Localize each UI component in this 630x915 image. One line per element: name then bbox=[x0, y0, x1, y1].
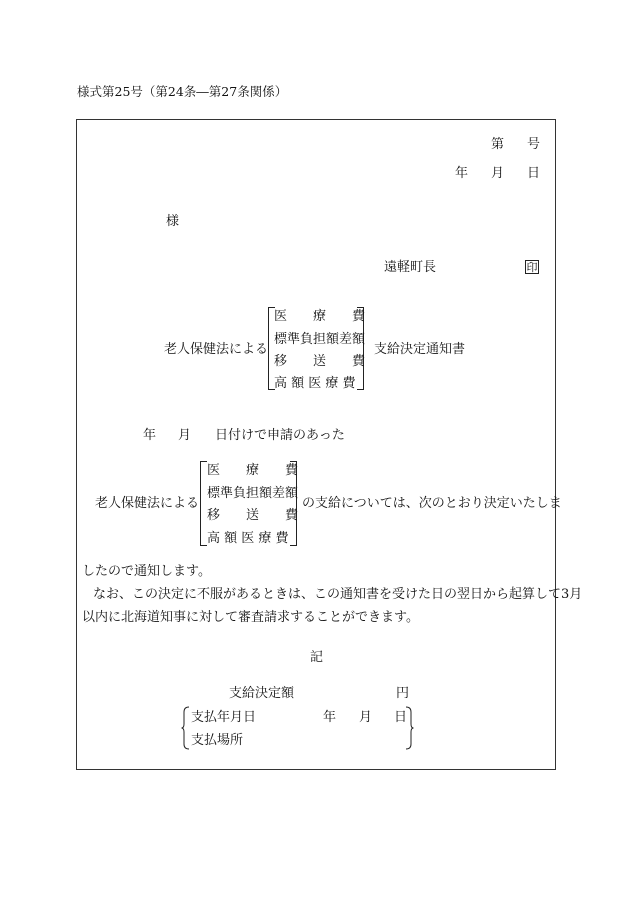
pay-day: 日 bbox=[394, 710, 408, 725]
title-suffix: 支給決定通知書 bbox=[374, 342, 466, 357]
seal-stamp: 印 bbox=[526, 260, 538, 274]
body-date-year: 年 bbox=[143, 428, 157, 443]
title-option-2: 移 送 費 bbox=[274, 354, 366, 369]
body-suffix: の支給については、次のとおり決定いたしま bbox=[302, 496, 562, 511]
body-option-0: 医 療 費 bbox=[207, 463, 299, 478]
number-go: 号 bbox=[527, 137, 541, 152]
body-date-rest: 日付けで申請のあった bbox=[215, 428, 345, 443]
notice-line-2: 以内に北海道知事に対して審査請求することができます。 bbox=[82, 610, 419, 625]
issuer: 遠軽町長 bbox=[384, 260, 437, 275]
date-year: 年 bbox=[455, 166, 469, 181]
amount-unit: 円 bbox=[396, 686, 410, 701]
record-brace-left bbox=[181, 706, 191, 750]
notice-line-1: なお、この決定に不服があるときは、この通知書を受けた日の翌日から起算して3月 bbox=[93, 587, 583, 602]
title-option-3: 高 額 医 療 費 bbox=[274, 376, 356, 391]
body-option-3: 高 額 医 療 費 bbox=[207, 531, 289, 546]
number-dai: 第 bbox=[491, 137, 505, 152]
title-option-1: 標準負担額差額 bbox=[274, 332, 366, 347]
body-continuation: したので通知します。 bbox=[82, 564, 211, 579]
pay-place-label: 支払場所 bbox=[191, 733, 244, 748]
pay-month: 月 bbox=[359, 710, 373, 725]
addressee-sama: 様 bbox=[166, 214, 180, 229]
document-frame bbox=[76, 119, 556, 770]
amount-label: 支給決定額 bbox=[229, 686, 295, 701]
body-date-month: 月 bbox=[178, 428, 192, 443]
body-option-2: 移 送 費 bbox=[207, 508, 299, 523]
date-day: 日 bbox=[527, 166, 541, 181]
pay-year: 年 bbox=[323, 710, 337, 725]
title-prefix: 老人保健法による bbox=[164, 342, 269, 357]
title-option-0: 医 療 費 bbox=[274, 309, 366, 324]
date-month: 月 bbox=[491, 166, 505, 181]
body-option-1: 標準負担額差額 bbox=[207, 486, 299, 501]
body-bracket-left bbox=[200, 461, 207, 546]
pay-date-label: 支払年月日 bbox=[191, 710, 257, 725]
record-heading: 記 bbox=[310, 650, 324, 665]
form-id: 様式第25号（第24条―第27条関係） bbox=[77, 84, 288, 99]
body-prefix: 老人保健法による bbox=[95, 496, 200, 511]
